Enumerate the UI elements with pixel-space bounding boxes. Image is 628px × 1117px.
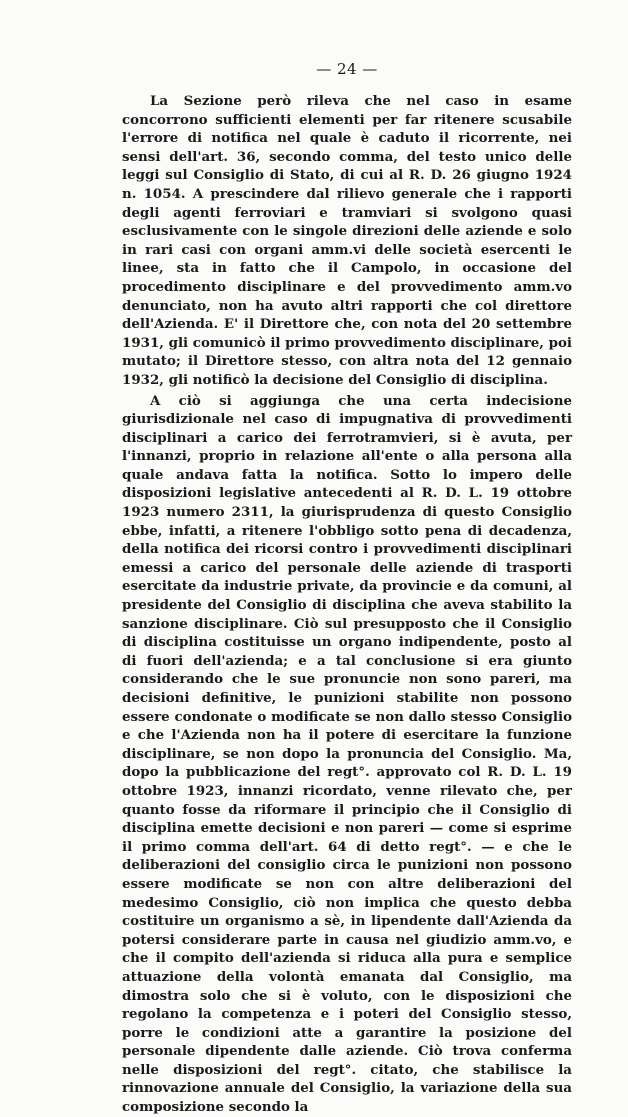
document-page bbox=[122, 60, 572, 1117]
paragraph-2: A ciò si aggiunga che una certa indecisione giurisdizionale nel caso di impugnativa di provvedimenti disciplinari a carico dei ferrotramvieri, si è avuta, per l'innanzi, proprio in relazione all'ente o alla persona alla quale andava fatta la notifica. Sotto lo impero delle disposizioni legislative antecedenti al R. D. L. 19 ottobre 1923 numero 2311, la giurisprudenza di questo Consiglio ebbe, infatti, a ritenere l'obbligo sotto pena di decadenza, della notifica dei ricorsi contro i provvedimenti disciplinari emessi a carico del personale delle aziende di trasporti esercitate da industrie private, da provincie e da comuni, al presidente del Consiglio di disciplina che aveva stabilito la sanzione disciplinare. Ciò sul presupposto che il Consiglio di disciplina costituisse un organo indipendente, posto al di fuori dell'azienda; e a tal conclusione si era giunto considerando che le sue pronuncie non sono pareri, ma decisioni definitive, le punizioni stabilite non possono essere condonate o modificate se non dallo stesso Consiglio e che l'Azienda non ha il potere di esercitare la funzione disciplinare, se non dopo la pronuncia del Consiglio. Ma, dopo la pubblicazione del regt°. approvato col R. D. L. 19 ottobre 1923, innanzi ricordato, venne rilevato che, per quanto fosse da riformare il principio che il Consiglio di disciplina emette decisioni e non pareri — come si esprime il primo comma dell'art. 64 di detto regt°. — e che le deliberazioni del consiglio circa le punizioni non possono essere modificate se non con altre deliberazioni del medesimo Consiglio, ciò non implica che questo debba costituire un organismo a sè, in lipendente dall'Azienda da potersi considerare parte in causa nel giudizio amm.vo, e che il compito dell'azienda si riduca alla pura e semplice attuazione della volontà emanata dal Consiglio, ma dimostra solo che si è voluto, con le disposizioni che regolano la competenza e i poteri del Consiglio stesso, porre le condizioni atte a garantire la posizione del personale dipendente dalle aziende. Ciò trova conferma nelle disposizioni del regt°. citato, che stabilisce la rinnovazione annuale del Consiglio, la variazione della sua composizione secondo la bbox=[122, 392, 572, 1116]
body-text bbox=[122, 92, 572, 1117]
paragraph-1: La Sezione però rileva che nel caso in esame concorrono sufficienti elementi per far ritenere scusabile l'errore di notifica nel quale è caduto il ricorrente, nei sensi dell'art. 36, secondo comma, del testo unico delle leggi sul Consiglio di Stato, di cui al R. D. 26 giugno 1924 n. 1054. A prescindere dal rilievo generale che i rapporti degli agenti ferroviari e tramviari si svolgono quasi esclusivamente con le singole direzioni delle aziende e solo in rari casi con organi amm.vi delle società esercenti le linee, sta in fatto che il Campolo, in occasione del procedimento disciplinare e del provvedimento amm.vo denunciato, non ha avuto altri rapporti che col direttore dell'Azienda. E' il Direttore che, con nota del 20 settembre 1931, gli comunicò il primo provvedimento disciplinare, poi mutato; il Direttore stesso, con altra nota del 12 gennaio 1932, gli notificò la decisione del Consiglio di disciplina. bbox=[122, 93, 572, 388]
page-number: — 24 — bbox=[316, 60, 378, 78]
